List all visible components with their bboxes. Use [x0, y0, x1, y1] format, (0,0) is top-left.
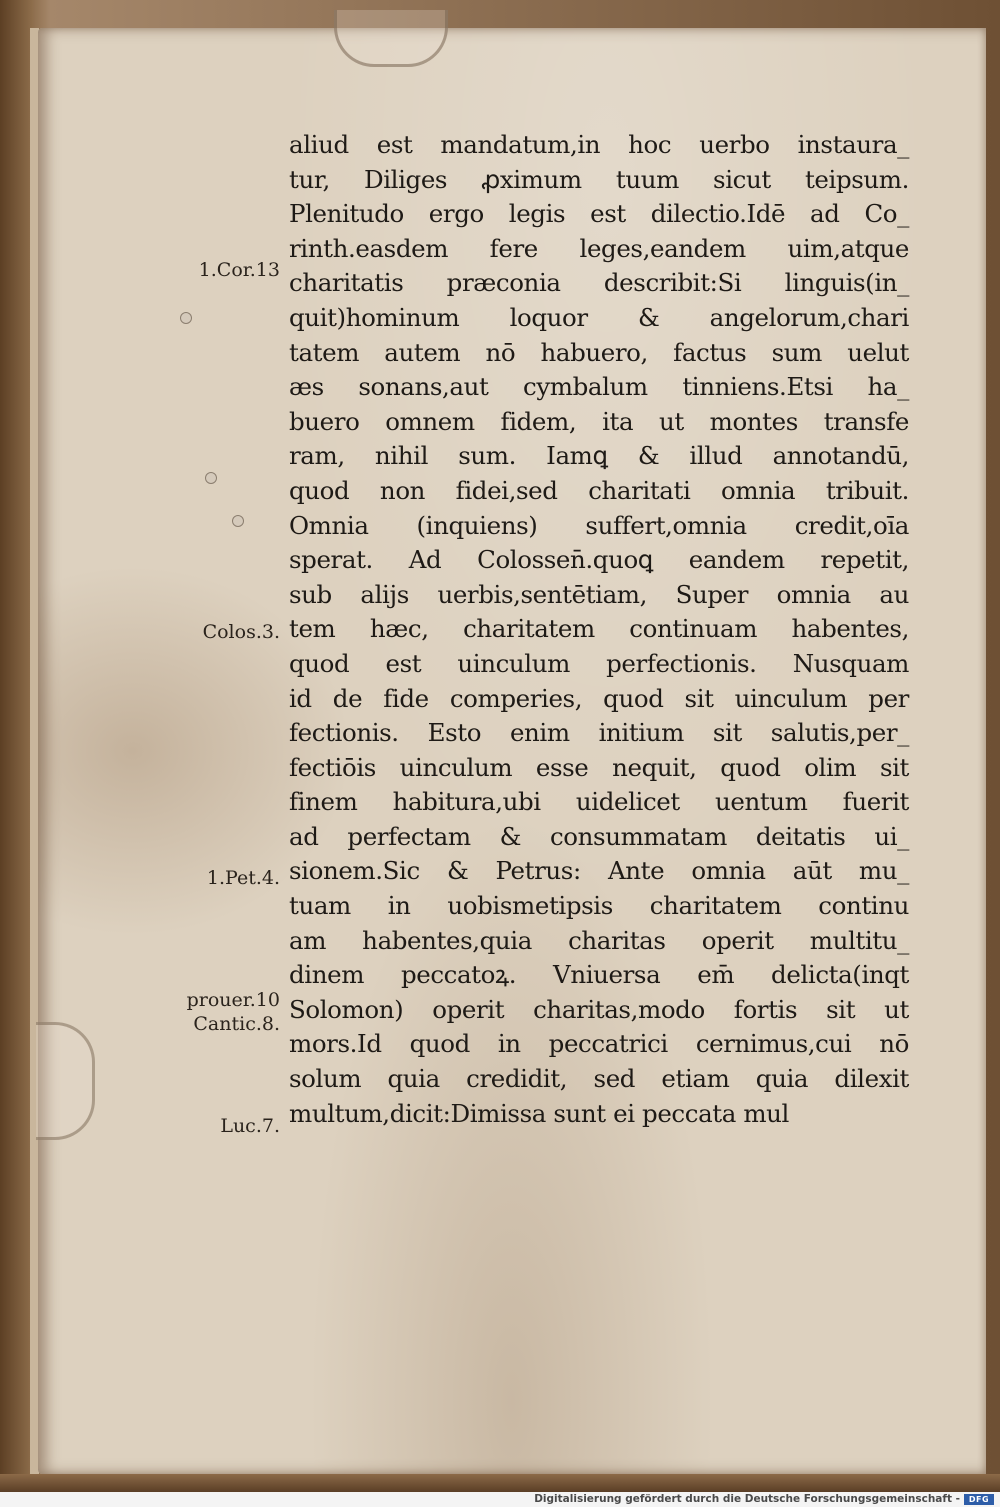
text-line: dinem peccatoꝝ. Vniuersa em̄ delicta(inqt: [289, 960, 909, 990]
text-line: tatem autem nō habuero, factus sum uelut: [289, 337, 909, 367]
text-line: Omnia (inquiens) suffert,omnia credit,oīa: [289, 510, 909, 540]
text-line: tuam in uobismetipsis charitatem continu: [289, 891, 909, 921]
text-line: mors.Id quod in peccatrici cernimus,cui nō: [289, 1029, 909, 1059]
text-line: æs sonans,aut cymbalum tinniens.Etsi ha_: [289, 372, 909, 402]
book-bottom-edge: [0, 1474, 1000, 1492]
footer-bar: [0, 1492, 1000, 1507]
text-line: finem habitura,ubi uidelicet uentum fuerit: [289, 787, 909, 817]
footer-credit: Digitalisierung gefördert durch die Deutsche Forschungsgemeinschaft -: [534, 1493, 960, 1505]
text-line: rinth.easdem fere leges,eandem uim,atque: [289, 233, 909, 263]
dfg-logo[interactable]: DFG: [964, 1494, 994, 1505]
text-line: fectiōis uinculum esse nequit, quod olim sit: [289, 752, 909, 782]
text-line: tur, Diliges ꝓximum tuum sicut teipsum.: [289, 164, 909, 194]
text-line: id de fide comperies, quod sit uinculum per: [289, 683, 909, 713]
text-line: quod est uinculum perfectionis. Nusquam: [289, 648, 909, 678]
margin-note-cor: 1.Cor.13: [198, 259, 280, 281]
text-line: fectionis. Esto enim initium sit salutis,per_: [289, 718, 909, 748]
pin-hole: [180, 312, 192, 324]
text-line: multum,dicit:Dimissa sunt ei peccata mul: [289, 1098, 789, 1128]
pin-hole: [205, 472, 217, 484]
text-line: solum quia credidit, sed etiam quia dilexit: [289, 1064, 909, 1094]
clasp-top: [334, 10, 448, 67]
margin-note-cantic: Cantic.8.: [193, 1013, 280, 1035]
text-line: buero omnem fidem, ita ut montes transfe: [289, 406, 909, 436]
text-line: quod non fidei,sed charitati omnia tribuit.: [289, 475, 909, 505]
text-line: ram, nihil sum. Iamꝗ & illud annotandū,: [289, 441, 909, 471]
text-line: tem hæc, charitatem continuam habentes,: [289, 614, 909, 644]
margin-note-luc: Luc.7.: [220, 1115, 280, 1137]
margin-note-prouer: prouer.10: [186, 989, 280, 1011]
text-line: sionem.Sic & Petrus: Ante omnia aūt mu_: [289, 856, 909, 886]
text-line: sub alijs uerbis,sentētiam, Super omnia au: [289, 579, 909, 609]
margin-note-pet: 1.Pet.4.: [206, 867, 280, 889]
text-line: sperat. Ad Colossen̄.quoꝗ eandem repetit,: [289, 545, 909, 575]
text-line: am habentes,quia charitas operit multitu_: [289, 925, 909, 955]
body-text: [289, 128, 909, 1131]
text-line: charitatis præconia describit:Si linguis(in_: [289, 268, 909, 298]
text-line: Plenitudo ergo legis est dilectio.Idē ad Co_: [289, 199, 909, 229]
text-line: aliud est mandatum,in hoc uerbo instaura_: [289, 130, 909, 159]
text-line: quit)hominum loquor & angelorum,chari: [289, 302, 909, 332]
text-line: Solomon) operit charitas,modo fortis sit ut: [289, 994, 909, 1024]
pin-hole: [232, 515, 244, 527]
text-line: ad perfectam & consummatam deitatis ui_: [289, 821, 909, 851]
clasp-left: [36, 1022, 95, 1140]
margin-note-colos: Colos.3.: [202, 621, 280, 643]
